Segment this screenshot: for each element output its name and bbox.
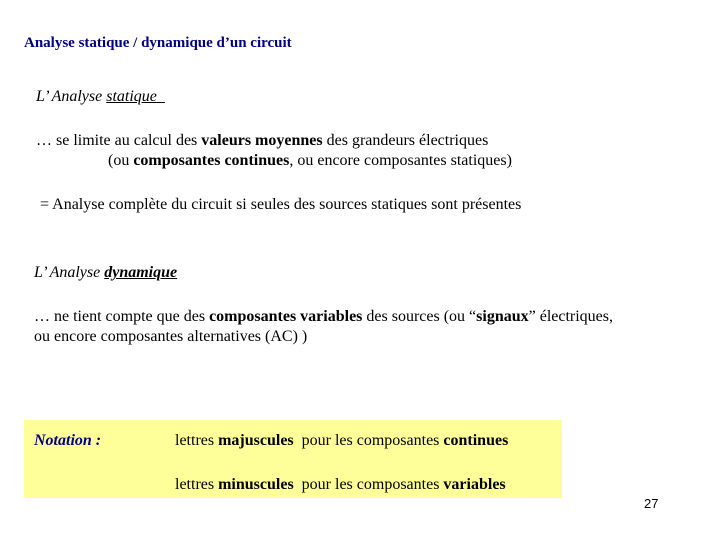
page-number: 27 <box>644 496 659 511</box>
heading-statique-underline-tail <box>157 88 165 105</box>
heading-dynamique-word: dynamique <box>104 264 178 281</box>
statique-line-3: = Analyse complète du circuit si seules des sources statiques sont présentes <box>40 196 522 213</box>
notation-row-majuscules <box>175 432 508 450</box>
notation-row2-variables: variables <box>443 476 506 493</box>
statique-line-2 <box>108 152 512 170</box>
heading-dynamique-prefix: L’ Analyse <box>34 264 105 281</box>
dynamique-line1-signaux: signaux <box>476 308 529 325</box>
notation-row2-a: lettres <box>175 476 219 493</box>
notation-label: Notation : <box>34 432 102 449</box>
statique-line2-bold: composantes continues <box>133 152 290 169</box>
heading-statique <box>36 88 165 106</box>
heading-dynamique <box>34 264 177 282</box>
notation-row1-continues: continues <box>443 432 509 449</box>
statique-line1-a: … se limite au calcul des <box>36 132 202 149</box>
statique-line1-bold: valeurs moyennes <box>201 132 323 149</box>
heading-statique-word: statique <box>106 88 157 105</box>
page-title: Analyse statique / dynamique d’un circuit <box>24 35 292 51</box>
notation-row-minuscules <box>175 476 506 494</box>
notation-row1-majuscules: majuscules <box>218 432 294 449</box>
heading-statique-prefix: L’ Analyse <box>36 88 107 105</box>
dynamique-line1-c: des sources (ou “ <box>362 308 477 325</box>
statique-line2-paren: ) <box>506 152 512 169</box>
dynamique-line1-a: … ne tient compte que des <box>34 308 210 325</box>
statique-line2-c: , ou encore composantes statiques <box>289 152 507 169</box>
dynamique-line1-e: ” électriques, <box>528 308 614 325</box>
notation-row2-minuscules: minuscules <box>218 476 294 493</box>
dynamique-line-2: ou encore composantes alternatives (AC) ) <box>34 328 308 345</box>
dynamique-line1-bold: composantes variables <box>209 308 363 325</box>
statique-line1-c: des grandeurs électriques <box>322 132 489 149</box>
notation-row1-c: pour les composantes <box>293 432 444 449</box>
dynamique-line-1 <box>34 308 613 326</box>
statique-line-1 <box>36 132 488 150</box>
notation-row2-c: pour les composantes <box>293 476 444 493</box>
notation-row1-a: lettres <box>175 432 219 449</box>
statique-line2-a: (ou <box>108 152 134 169</box>
